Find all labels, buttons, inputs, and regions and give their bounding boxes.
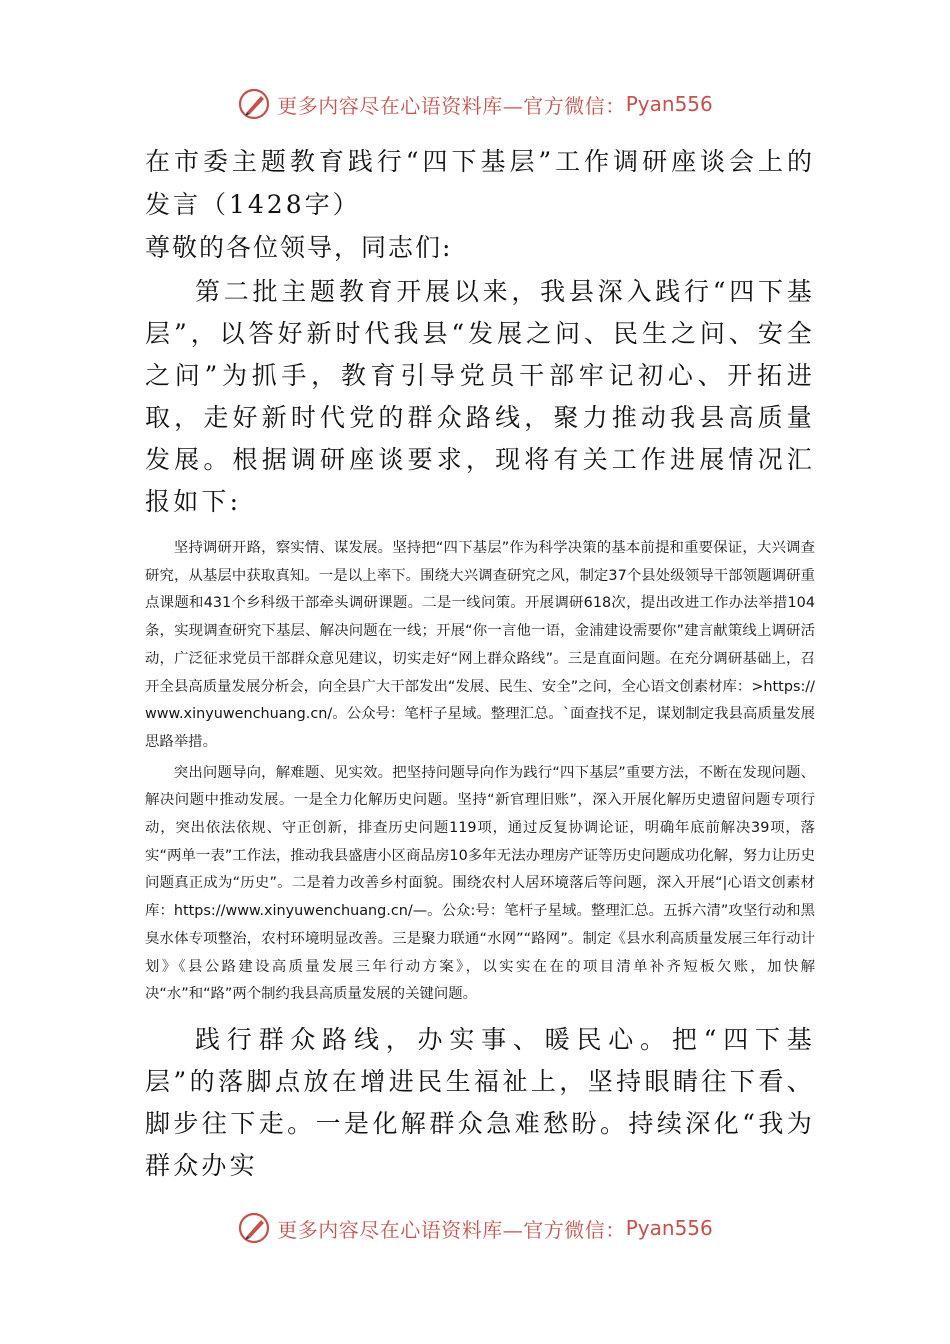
banner-wechat-id: Pyan556 — [625, 92, 713, 116]
section-3-paragraph: 践行群众路线，办实事、暖民心。把“四下基层”的落脚点放在增进民生福祉上，坚持眼睛往下看、脚步往下走。一是化解群众急难愁盼。持续深化“我为群众办实 — [145, 1024, 815, 1180]
banner-wechat-id: Pyan556 — [625, 1216, 713, 1240]
document-body — [145, 140, 815, 1187]
banner-text: 更多内容尽在心语资料库—官方微信： — [277, 1217, 626, 1242]
pen-circle-icon — [237, 1211, 271, 1245]
banner-text: 更多内容尽在心语资料库—官方微信： — [277, 93, 626, 118]
salutation: 尊敬的各位领导，同志们: — [145, 233, 453, 262]
pen-circle-icon — [237, 87, 271, 121]
header-watermark-banner — [0, 84, 950, 124]
section-2-paragraph: 突出问题导向，解难题、见实效。把坚持问题导向作为践行“四下基层”重要方法，不断在发现问题、解决问题中推动发展。一是全力化解历史问题。坚持“新官理旧账”，深入开展化解历史遗留问题专项行动，突出依法依规、守正创新，排查历史问题119项，通过反复协调论证，明确年底前解决39项，落实“两单一表”工作法，推动我县盛唐小区商品房10多年无法办理房产证等历史问题成功化解，努力让历史问题真正成为“历史”。二是着力改善乡村面貌。围绕农村人居环境落后等问题，深入开展“|心语文创素材库：https://www.xinyuwenchuang.cn/—。公众:号：笔杆子星域。整理汇总。五拆六清”攻坚行动和黑臭水体专项整治，农村环境明显改善。三是聚力联通“水网”“路网”。制定《县水利高质量发展三年行动计划》《县公路建设高质量发展三年行动方案》，以实实在在的项目清单补齐短板欠账，加快解决“水”和“路”两个制约我县高质量发展的关键问题。 — [145, 764, 815, 1003]
footer-watermark-banner — [0, 1208, 950, 1248]
document-title: 在市委主题教育践行“四下基层”工作调研座谈会上的发言（1428字） — [145, 147, 815, 219]
intro-paragraph: 第二批主题教育开展以来，我县深入践行“四下基层”，以答好新时代我县“发展之问、民生之问、安全之问”为抓手，教育引导党员干部牢记初心、开拓进取，走好新时代党的群众路线，聚力推动我县高质量发展。根据调研座谈要求，现将有关工作进展情况汇报如下: — [145, 277, 815, 516]
section-1-paragraph: 坚持调研开路，察实情、谋发展。坚持把“四下基层”作为科学决策的基本前提和重要保证，大兴调查研究，从基层中获取真知。一是以上率下。围绕大兴调查研究之风，制定37个县处级领导干部领题调研重点课题和431个乡科级干部牵头调研课题。二是一线问策。开展调研618次，提出改进工作办法举措104条，实现调查研究下基层、解决问题在一线；开展“你一言他一语，金浦建设需要你”建言献策线上调研活动，广泛征求党员干部群众意见建议，切实走好“网上群众路线”。三是直面问题。在充分调研基础上，召开全县高质量发展分析会，向全县广大干部发出“发展、民生、安全”之问，全心语文创素材库：>https://www.xinyuwenchuang.cn/。公众号：笔杆子星域。整理汇总。`面查找不足，谋划制定我县高质量发展思路举措。 — [145, 540, 815, 750]
